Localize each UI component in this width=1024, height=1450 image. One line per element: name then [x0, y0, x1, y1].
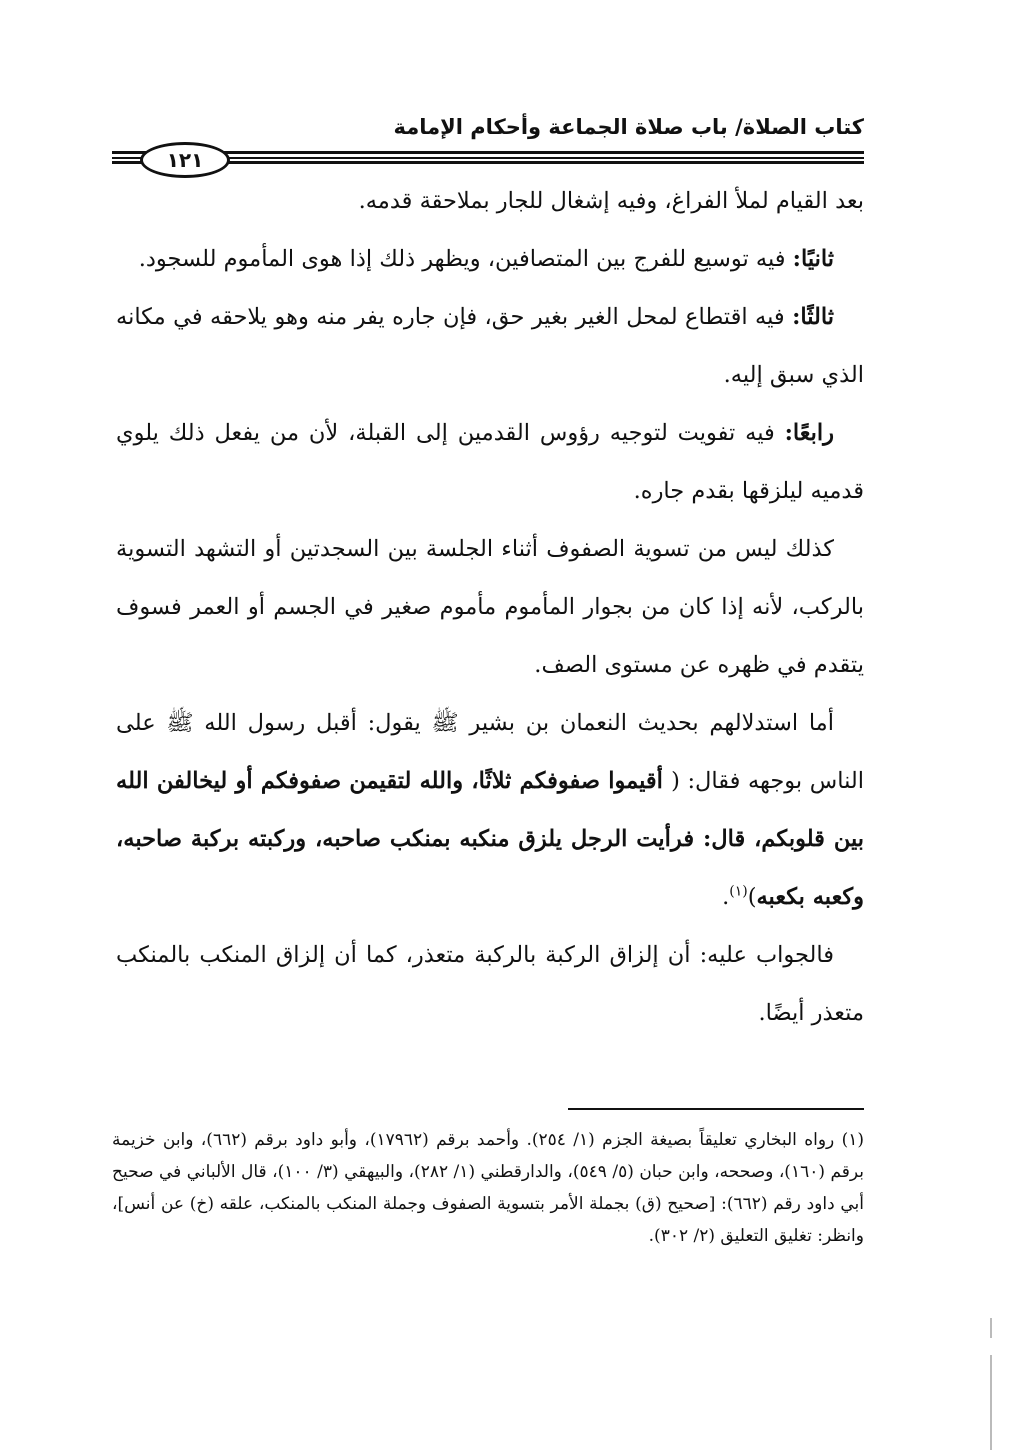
point-text-second: فيه توسيع للفرج بين المتصافين، ويظهر ذلك إذا هوى المأموم للسجود.	[138, 246, 793, 272]
paragraph-1: بعد القيام لملأ الفراغ، وفيه إشغال للجار بملاحقة قدمه.	[358, 188, 864, 214]
paragraph-4	[116, 404, 864, 520]
paragraph-2	[116, 230, 864, 288]
point-label-third: ثالثًا:	[792, 304, 834, 330]
scan-edge-mark	[990, 1355, 992, 1450]
point-text-third: فيه اقتطاع لمحل الغير بغير حق، فإن جاره يفر منه وهو يلاحقه في مكانه الذي سبق إليه.	[116, 304, 864, 388]
footnote-separator	[568, 1108, 864, 1110]
hadith-end: .	[722, 884, 730, 910]
footnotes	[112, 1124, 864, 1252]
hadith-intro: أما استدلالهم بحديث النعمان بن بشير ﷺ يقول: أقبل رسول الله ﷺ على الناس بوجهه فقال: (	[116, 710, 864, 794]
footnote-1: (١) رواه البخاري تعليقاً بصيغة الجزم (١/ ٢٥٤). وأحمد برقم (١٧٩٦٢)، وأبو داود برقم (٦٦٢)، وابن خزيمة برقم (١٦٠)، وصححه، وابن حبان (٥/ ٥٤٩)، والدارقطني (١/ ٢٨٢)، والبيهقي (٣/ ١٠٠)، قال الألباني في صحيح أبي داود رقم (٦٦٢): [صحيح (ق) بجملة الأمر بتسوية الصفوف وجملة المنكب بالمنكب، علقه (خ) عن أنس]، وانظر: تغليق التعليق (٢/ ٣٠٢).	[112, 1130, 865, 1246]
footnote-reference[interactable]: (١)	[729, 883, 748, 900]
paragraph-6	[116, 694, 864, 926]
paragraph-3	[116, 288, 864, 404]
paragraph-5: كذلك ليس من تسوية الصفوف أثناء الجلسة بين السجدتين أو التشهد التسوية بالركب، لأنه إذا كان من بجوار المأموم مأموم صغير في الجسم أو العمر فسوف يتقدم في ظهره عن مستوى الصف.	[116, 536, 864, 678]
hadith-text: أقيموا صفوفكم ثلاثًا، والله لتقيمن صفوفكم أو ليخالفن الله بين قلوبكم، قال: فرأيت الرجل يلزق منكبه بمنكب صاحبه، وركبته بركبة صاحبه، وكعبه بكعبه	[116, 768, 864, 910]
point-label-fourth: رابعًا:	[784, 420, 834, 446]
point-label-second: ثانيًا:	[792, 246, 834, 272]
point-text-fourth: فيه تفويت لتوجيه رؤوس القدمين إلى القبلة، لأن من يفعل ذلك يلوي قدميه ليلزقها بقدم جاره.	[116, 420, 864, 504]
page-number: ١٢١	[140, 142, 230, 178]
hadith-close: )	[747, 884, 757, 910]
body-text	[116, 172, 864, 1042]
paragraph-7: فالجواب عليه: أن إلزاق الركبة بالركبة متعذر، كما أن إلزاق المنكب بالمنكب متعذر أيضًا.	[116, 942, 864, 1026]
scan-edge-mark	[990, 1318, 992, 1338]
running-title: كتاب الصلاة/ باب صلاة الجماعة وأحكام الإمامة	[393, 115, 864, 139]
